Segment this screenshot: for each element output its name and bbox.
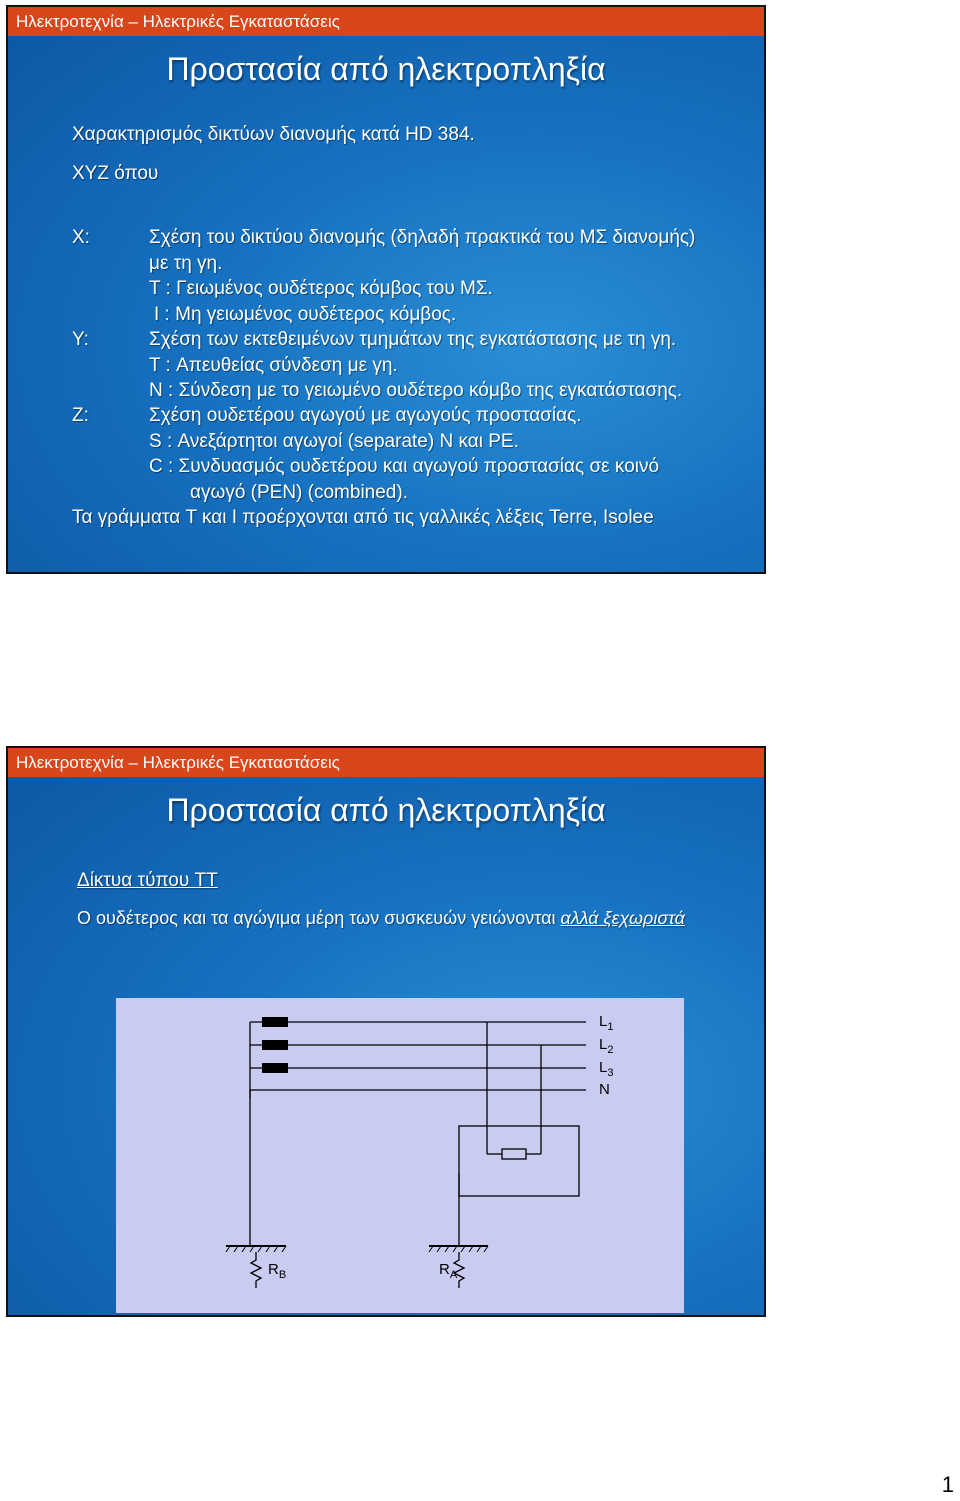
y-option-n: N : Σύνδεση με το γειωμένο ουδέτερο κόμβο της εγκατάστασης.	[149, 380, 683, 401]
header-banner	[8, 748, 764, 777]
winding-1	[262, 1017, 288, 1027]
y-option-t: T : Απευθείας σύνδεση με γη.	[149, 355, 398, 376]
page-number: 1	[941, 1472, 954, 1497]
slide-title: Προστασία από ηλεκτροπληξία	[166, 51, 606, 87]
x-option-t: T : Γειωμένος ουδέτερος κόμβος του ΜΣ.	[149, 278, 493, 299]
tt-description-emphasis: αλλά ξεχωριστά	[560, 908, 685, 928]
label-rb: $R_B$	[268, 1261, 287, 1281]
header-banner	[8, 7, 764, 36]
classification-line: Χαρακτηρισμός δικτύων διανομής κατά HD 384.	[72, 124, 475, 145]
header-text: Ηλεκτροτεχνία – Ηλεκτρικές Εγκαταστάσεις	[16, 753, 340, 772]
letters-origin-line: Τα γράμματα T και I προέρχονται από τις γαλλικές λέξεις Terre, Isolee	[72, 507, 654, 528]
tt-description	[77, 908, 685, 929]
winding-2	[262, 1040, 288, 1050]
x-key: X:	[72, 227, 90, 248]
resistor-rb	[251, 1252, 261, 1288]
x-description-cont: με τη γη.	[149, 253, 223, 274]
label-l1: $L_1$	[599, 1013, 614, 1033]
tt-description-text: Ο ουδέτερος και τα αγώγιμα μέρη των συσκευών γειώνονται	[77, 908, 561, 928]
label-n: N	[599, 1081, 610, 1098]
label-l3: $L_3$	[599, 1059, 614, 1079]
z-option-s: S : Ανεξάρτητοι αγωγοί (separate) N και PE.	[149, 431, 519, 452]
z-option-c-cont: αγωγό (PEN) (combined).	[190, 482, 408, 503]
tt-network-svg	[116, 998, 684, 1313]
slide-1	[6, 5, 766, 574]
slide-2	[6, 746, 766, 1317]
x-option-i: I : Μη γειωμένος ουδέτερος κόμβος.	[154, 304, 457, 325]
tt-subtitle: Δίκτυα τύπου TT	[77, 870, 218, 891]
header-text: Ηλεκτροτεχνία – Ηλεκτρικές Εγκαταστάσεις	[16, 12, 340, 31]
z-option-c: C : Συνδυασμός ουδετέρου και αγωγού προστασίας σε κοινό	[149, 456, 660, 477]
x-description: Σχέση του δικτύου διανομής (δηλαδή πρακτικά του ΜΣ διανομής)	[149, 227, 696, 248]
y-key: Y:	[72, 329, 89, 350]
winding-3	[262, 1063, 288, 1073]
tt-network-diagram	[116, 998, 684, 1313]
xyz-line: XYZ όπου	[72, 163, 159, 184]
z-key: Z:	[72, 405, 89, 426]
label-l2: $L_2$	[599, 1036, 614, 1056]
equipment-load	[502, 1149, 526, 1159]
slide-title: Προστασία από ηλεκτροπληξία	[166, 792, 606, 828]
equipment-enclosure	[459, 1126, 579, 1196]
label-ra: $R_A$	[439, 1261, 458, 1281]
z-description: Σχέση ουδετέρου αγωγού με αγωγούς προστασίας.	[149, 405, 582, 426]
y-description: Σχέση των εκτεθειμένων τμημάτων της εγκατάστασης με τη γη.	[149, 329, 677, 350]
